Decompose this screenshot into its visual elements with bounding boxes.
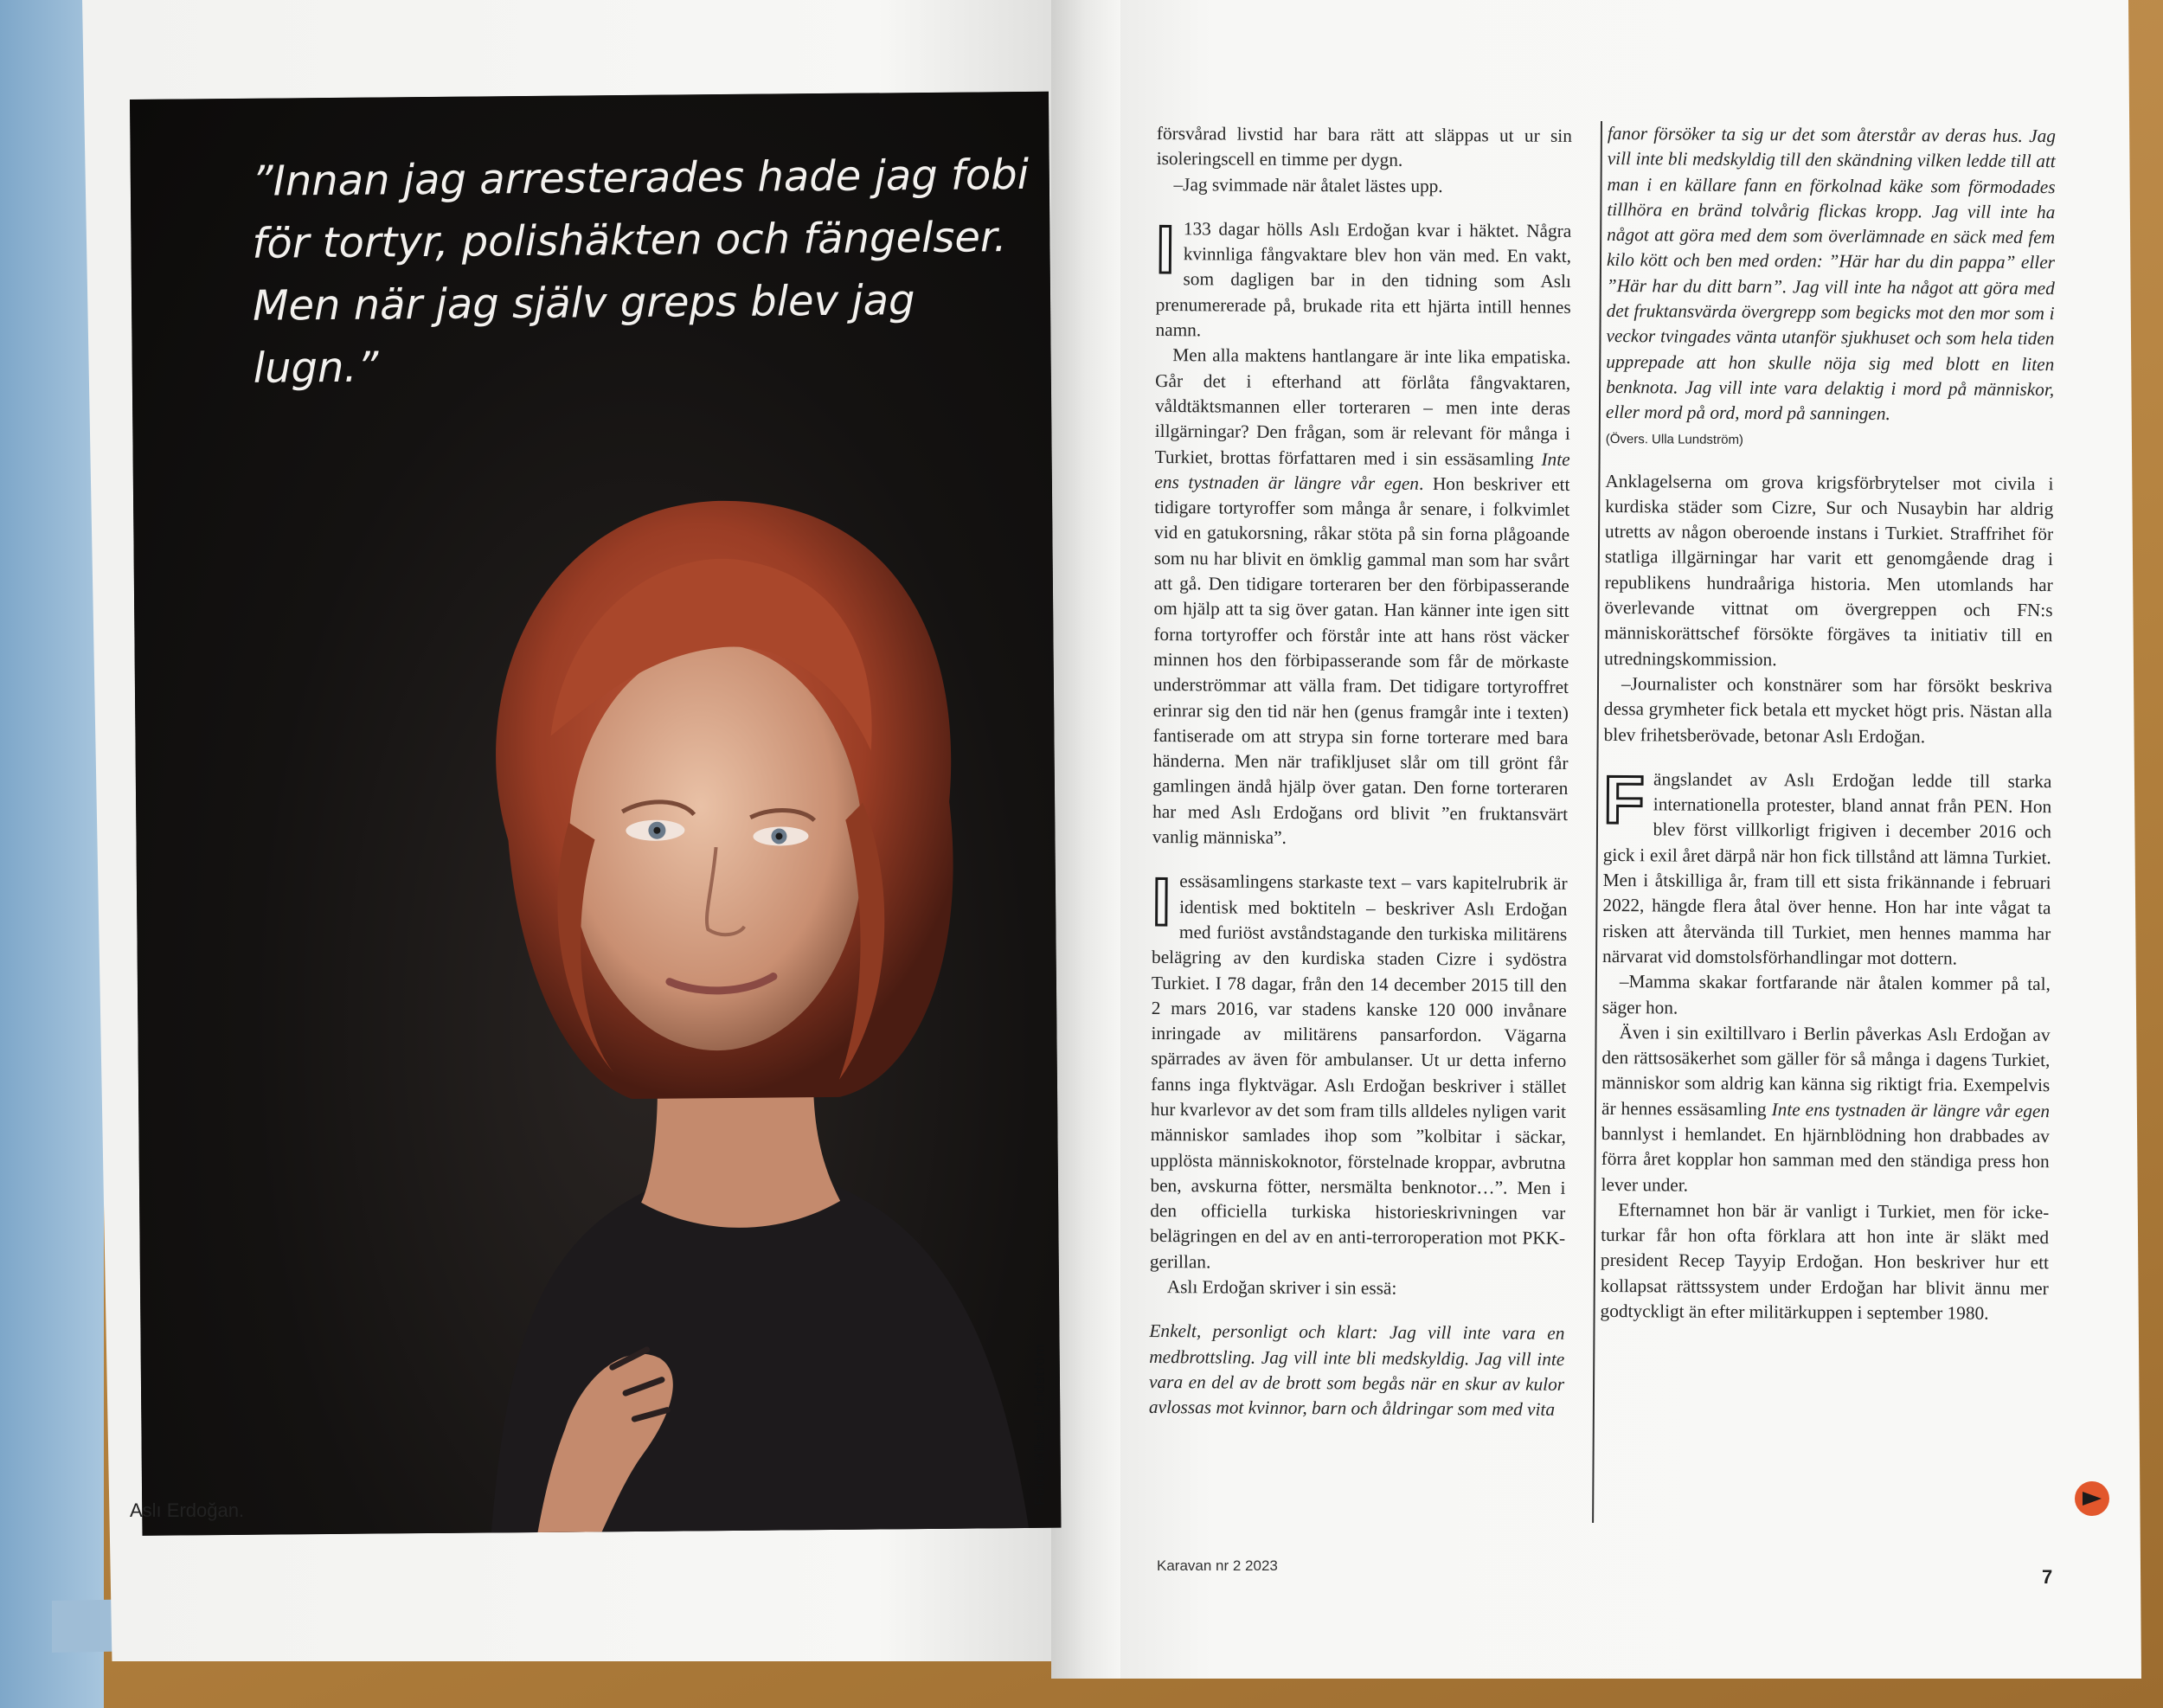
paragraph: Även i sin exiltillvaro i Berlin påverkas Aslı Erdoğan av den rättsosäkerhet som gäller för så många i dagens Turkiet, människor som aldrig kan känna sig riktigt fria. Exempelvis är hennes essäsamling Inte ens tystnaden är längre vår egen bannlyst i hemlandet. En hjärnblödning hon drabbades av förra året kopplar hon samman med den ständiga press hon lever under. <box>1601 1021 2051 1196</box>
quoted-paragraph: fanor försöker ta sig ur det som återstår av deras hus. Jag vill inte bli medskyldig till den skändning vilken ledde till att man i en källare fann en förkolnad käke som förmodades tillhöra en bränd tolvårig flickas kropp. Jag vill inte ha något att göra med dem som överlämnade en säck med fem kilo kött och ben med orden: ”Här har du din pappa” eller ”Här har du ditt barn”. Jag vill inte ha något att göra med det fruktansvärda övergrepp som begicks mot den mor som i veckor tvingades vänta utanför sjukhuset och som hela tiden upprepade att hon skulle nöja sig med blott en liten benknota. Jag vill inte vara delaktig i mord på människor, eller mord på ord, mord på sanningen. <box>1605 122 2056 425</box>
drop-cap: I <box>1152 864 1171 941</box>
arrow-right-icon <box>2075 1481 2109 1516</box>
article-column-2 <box>1601 121 2056 1326</box>
paragraph: Aslı Erdoğan skriver i sin essä: <box>1166 1276 1397 1299</box>
quoted-paragraph: Enkelt, personligt och klart: Jag vill inte vara en medbrottsling. Jag vill inte bli medskyldig. Jag vill inte vara en del av de brott som begås när en skur av kulor avlossas mot kvinnor, barn och åldringar som med vita <box>1148 1320 1565 1421</box>
paragraph: –Mamma skakar fortfarande när åtalen kommer på tal, säger hon. <box>1601 971 2051 1018</box>
photo-credit: Foto: Mikael Lindström <box>1031 1344 1048 1506</box>
paragraph: försvårad livstid har bara rätt att släppas ut ur sin isoleringscell en timme per dygn. <box>1156 122 1572 171</box>
paragraph: Fängslandet av Aslı Erdoğan ledde till starka internationella protester, bland annat från PEN. Hon blev först villkorligt frigiven i december 2016 och gick i exil året därpå när hon fick tillstånd att lämna Turkiet. Men i åtskilliga år, fram till ett sista frikännande i februari 2022, hängde flera åtal över henne. Hon har inte vågat ta risken att återvända till Turkiet, men hennes mamma har närvarat vid domstolsförhandlingar mot dottern. <box>1602 761 2052 969</box>
book-title: Inte ens tystnaden är längre vår egen <box>1771 1098 2051 1121</box>
photo-caption: Aslı Erdoğan. <box>130 1499 245 1521</box>
paragraph: Anklagelserna om grova krigsförbrytelser mot civila i kurdiska städer som Cizre, Sur och Nusaybin har aldrig utretts av någon oberoende instans i Turkiet. Straffrihet för statliga illgärningar har varit ett genomgående drag i republikens hundraåriga historia. Men utomlands har överlevande vittnat om övergreppen och FN:s människorättschef försökte förgäves ta initiativ till en utredningskommission. <box>1604 470 2054 670</box>
page-number: 7 <box>2042 1566 2053 1588</box>
paragraph: I 133 dagar hölls Aslı Erdoğan kvar i häktet. Några kvinnliga fångvaktare blev hon vän med. En vakt, som dagligen bar in den tidning som Aslı prenumererade på, brukade rita ett hjärta intill hennes namn. <box>1155 210 1572 341</box>
page-gutter <box>1051 0 1120 1679</box>
paragraph: –Jag svimmade när åtalet lästes upp. <box>1173 173 1443 196</box>
paragraph: Men alla maktens hantlangare är inte lika empatiska. Går det i efterhand att förlåta fångvaktaren, våldtäktsmannen eller torteraren – men inte deras illgärningar? Den frågan, som är relevant för många i Turkiet, brottas författaren med i sin essäsamling Inte ens tystnaden är längre vår egen. Hon beskriver ett tidigare tortyroffer som många år senare, i folkvimlet vid en gatukorsning, råkar stöta på sin forna plågoande som nu har blivit en ömklig gammal man som har svårt att gå. Den tidigare torteraren ber den förbipasserande om hjälp att ta sig över gatan. Han känner inte igen sitt forna tortyroffer och förstår inte att hans röst väcker minnen hos den förbipasserande som får de mörkaste underströmmar att välla fram. Det tidigare tortyroffret erinrar sig den tid när hen (genus framgår inte i texten) fantiserade om att strypa sin forne torterare med bara händerna. Men när trafikljuset slår om till grönt får gamlingen ändå hjälp över gatan. Den forne torteraren har med Aslı Erdoğans ord blivit ”en fruktansvärt vanlig människa”. <box>1152 344 1571 848</box>
magazine-footer: Karavan nr 2 2023 <box>1157 1557 1278 1574</box>
paragraph: Efternamnet hon bär är vanligt i Turkiet, men för icke-turkar får hon ofta förklara att hon inte är släkt med president Recep Tayyip Erdoğan. Hon beskriver hur ett kollapsat rättssystem under Erdoğan har blivit ännu mer godtyckligt än efter militärkuppen i september 1980. <box>1600 1198 2050 1324</box>
paragraph: –Journalister och konstnärer som har försökt beskriva dessa grymheter fick betala ett mycket högt pris. Nästan alla blev frihetsberövade, betonar Aslı Erdoğan. <box>1603 673 2053 747</box>
portrait-photo <box>130 92 1061 1536</box>
woman-portrait <box>427 472 1043 1536</box>
drop-cap: F <box>1602 761 1646 838</box>
translator-credit: (Övers. Ulla Lundström) <box>1605 431 1744 447</box>
pull-quote: ”Innan jag arresterades hade jag fobi för tortyr, polishäkten och fängelser. Men när jag själv greps blev jag lugn.” <box>251 150 1030 393</box>
drop-cap: I <box>1155 210 1176 288</box>
book-title: Inte ens tystnaden är längre vår egen <box>1154 448 1570 494</box>
article-column-1 <box>1149 121 1572 1422</box>
paragraph: Iessäsamlingens starkaste text – vars kapitelrubrik är identisk med boktiteln – beskriver Aslı Erdoğan med furiöst avståndstagande den turkiska militärens belägring av den kurdiska staden Cizre i sydöstra Turkiet. I 78 dagar, från den 14 december 2015 till den 2 mars 2016, var stadens kanske 120 000 invånare inringade av militärens pansarfordon. Vägarna spärrades av även för ambulanser. Ut ur detta inferno fanns inga flyktvägar. Aslı Erdoğan beskriver i stället hur kvarlevor av det som fram tills alldeles nyligen varit människor samlades ihop som ”kolbitar i säckar, upplösta människoknotor, förstelnade kroppar, avbrutna ben, avskurna fötter, nersmälta benknotor…”. Men i den officiella turkiska historieskrivningen var belägringen en del av en anti-terroroperation mot PKK-gerillan. <box>1149 864 1568 1273</box>
